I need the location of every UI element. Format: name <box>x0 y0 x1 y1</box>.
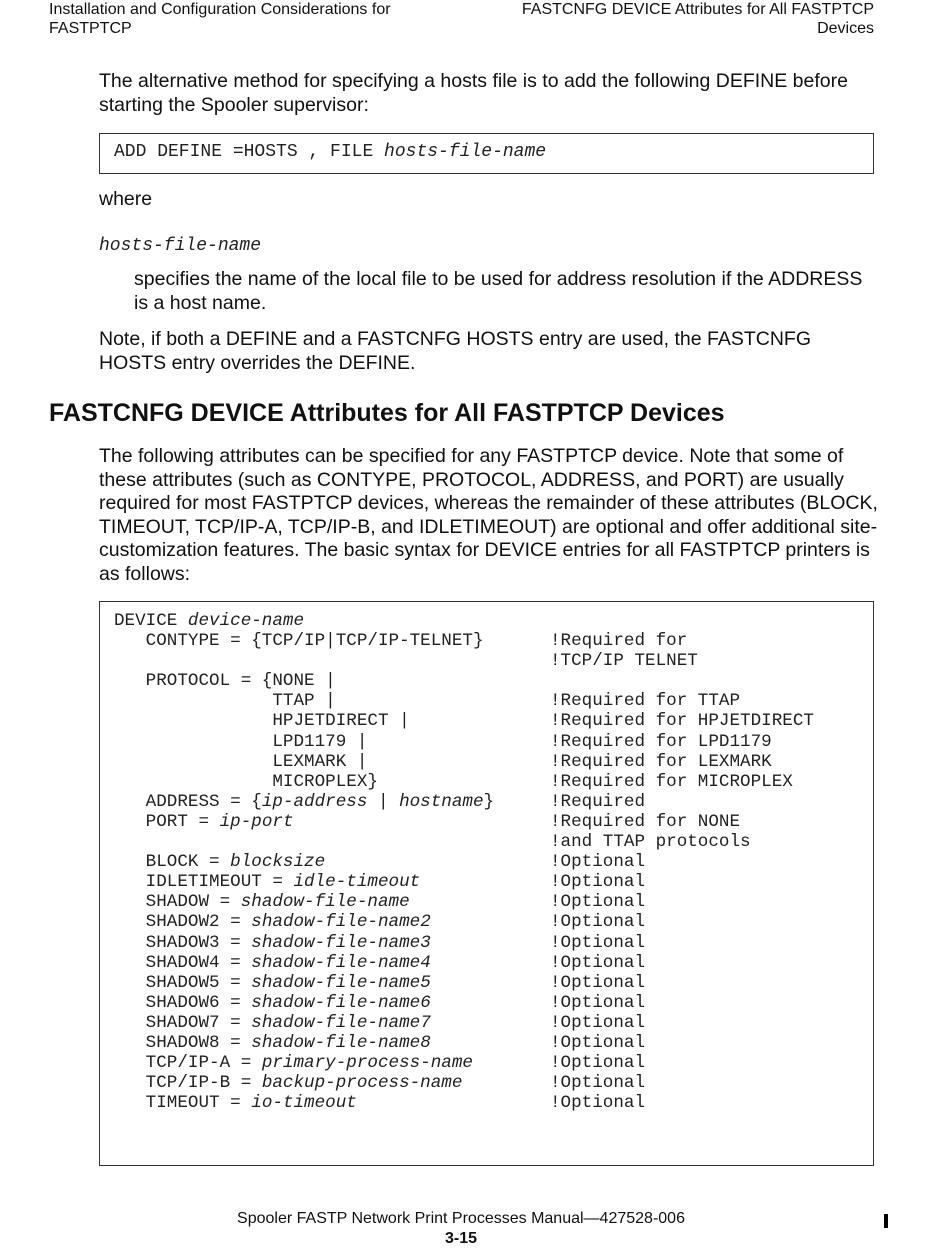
code-keyword: TTAP | <box>114 691 336 712</box>
code-comment: !Required for LPD1179 <box>550 731 772 752</box>
code-keyword: SHADOW8 = <box>114 1032 252 1053</box>
running-header-left <box>49 0 391 38</box>
code-statement <box>114 752 367 772</box>
code-placeholder: ip-address | hostname <box>261 791 484 812</box>
code-keyword: LPD1179 | <box>114 731 368 752</box>
code-statement <box>114 611 304 631</box>
code-statement <box>114 852 325 872</box>
code-keyword: ADDRESS = { <box>114 791 262 812</box>
define-command <box>114 142 546 162</box>
header-left-line2: FASTPTCP <box>49 20 132 37</box>
code-statement <box>114 973 431 993</box>
code-comment: !TCP/IP TELNET <box>550 651 698 672</box>
code-comment: !Required for MICROPLEX <box>550 771 793 792</box>
code-comment: !Required for NONE <box>550 811 741 832</box>
header-left-line1: Installation and Configuration Considerations for <box>49 1 391 18</box>
code-comment: !Required for <box>550 631 688 652</box>
page-footer <box>0 1209 922 1249</box>
code-keyword: PROTOCOL = {NONE | <box>114 671 336 692</box>
code-comment: !Required for TTAP <box>550 691 741 712</box>
code-suffix: } <box>483 791 495 812</box>
code-statement <box>114 1053 473 1073</box>
code-comment: !Optional <box>550 932 646 953</box>
term-hosts-file-name: hosts-file-name <box>99 236 262 256</box>
code-placeholder: shadow-file-name3 <box>251 932 431 953</box>
define-command-box <box>99 133 874 174</box>
code-statement <box>114 772 378 792</box>
code-statement <box>114 691 336 711</box>
intro-paragraph: The alternative method for specifying a hosts file is to add the following DEFINE before starting the Spooler supervisor: <box>99 70 848 116</box>
code-comment: !Optional <box>550 1053 646 1074</box>
code-statement <box>114 1013 431 1033</box>
code-comment: !Optional <box>550 1012 646 1033</box>
code-comment: !Optional <box>550 1093 646 1114</box>
code-placeholder: device-name <box>187 611 305 631</box>
code-placeholder: primary-process-name <box>261 1053 473 1074</box>
code-keyword: BLOCK = <box>114 852 231 873</box>
code-statement <box>114 1093 357 1113</box>
code-keyword: HPJETDIRECT | <box>114 711 410 732</box>
code-comment: !Required for LEXMARK <box>550 751 772 772</box>
code-comment: !Optional <box>550 852 646 873</box>
code-placeholder: idle-timeout <box>293 872 421 893</box>
code-keyword: SHADOW4 = <box>114 952 252 973</box>
code-keyword: LEXMARK | <box>114 751 368 772</box>
code-comment: !Optional <box>550 992 646 1013</box>
code-comment: !Optional <box>550 1032 646 1053</box>
code-comment: !Required <box>550 791 646 812</box>
code-comment: !Optional <box>550 912 646 933</box>
code-comment: !Optional <box>550 972 646 993</box>
page-number: 3-15 <box>444 1230 478 1247</box>
code-comment: !Required for HPJETDIRECT <box>550 711 814 732</box>
code-placeholder: io-timeout <box>251 1093 357 1114</box>
code-keyword: TCP/IP-A = <box>114 1053 262 1074</box>
code-keyword: PORT = <box>114 811 220 832</box>
where-label: where <box>99 188 153 210</box>
code-statement <box>114 953 431 973</box>
code-statement <box>114 1073 462 1093</box>
code-placeholder: shadow-file-name2 <box>251 912 431 933</box>
code-statement <box>114 993 431 1013</box>
code-statement <box>114 892 410 912</box>
code-placeholder: ip-port <box>219 811 294 832</box>
footer-title: Spooler FASTP Network Print Processes Manual—427528-006 <box>237 1210 685 1227</box>
section-body: The following attributes can be specified for any FASTPTCP device. Note that some of these attributes (such as CONTYPE, PROTOCOL, ADDRESS, and PORT) are usually required for most FASTPTCP devices, whereas the remainder of these attributes (BLOCK, TIMEOUT, TCP/IP-A, TCP/IP-B, and IDLETIMEOUT) are optional and offer additional site-customization features. The basic syntax for DEVICE entries for all FASTPTCP printers is as follows: <box>99 445 878 585</box>
code-keyword: TCP/IP-B = <box>114 1073 262 1094</box>
code-statement <box>114 912 431 932</box>
code-comment: !Optional <box>550 952 646 973</box>
code-statement <box>114 812 294 832</box>
code-keyword: DEVICE <box>114 611 188 631</box>
header-right-line1: FASTCNFG DEVICE Attributes for All FASTPTCP <box>521 1 874 18</box>
code-keyword: CONTYPE = {TCP/IP|TCP/IP-TELNET} <box>114 631 484 652</box>
section-heading: FASTCNFG DEVICE Attributes for All FASTPTCP Devices <box>49 399 725 427</box>
code-statement <box>114 792 494 812</box>
code-placeholder: blocksize <box>230 852 326 873</box>
header-right-line2: Devices <box>817 20 874 37</box>
code-keyword: SHADOW = <box>114 892 241 913</box>
code-keyword: IDLETIMEOUT = <box>114 872 294 893</box>
code-statement <box>114 1033 431 1053</box>
code-comment: !Optional <box>550 1073 646 1094</box>
code-placeholder: backup-process-name <box>261 1073 463 1094</box>
code-statement <box>114 933 431 953</box>
code-placeholder: shadow-file-name <box>240 892 410 913</box>
code-keyword: SHADOW7 = <box>114 1012 252 1033</box>
running-header-right <box>522 0 874 38</box>
code-keyword: MICROPLEX} <box>114 771 378 792</box>
code-statement <box>114 671 336 691</box>
code-comment: !and TTAP protocols <box>550 832 751 853</box>
code-keyword: SHADOW2 = <box>114 912 252 933</box>
define-command-argument: hosts-file-name <box>384 142 547 162</box>
define-command-text: ADD DEFINE =HOSTS , FILE <box>114 142 385 162</box>
code-statement <box>114 732 367 752</box>
code-statement <box>114 711 410 731</box>
code-keyword: SHADOW5 = <box>114 972 252 993</box>
code-statement <box>114 631 484 651</box>
note-paragraph: Note, if both a DEFINE and a FASTCNFG HOSTS entry are used, the FASTCNFG HOSTS entry overrides the DEFINE. <box>99 328 811 374</box>
code-comment: !Optional <box>550 892 646 913</box>
code-placeholder: shadow-file-name6 <box>251 992 431 1013</box>
code-placeholder: shadow-file-name8 <box>251 1032 431 1053</box>
code-statement <box>114 872 420 892</box>
code-placeholder: shadow-file-name5 <box>251 972 431 993</box>
code-placeholder: shadow-file-name4 <box>251 952 431 973</box>
code-keyword: SHADOW6 = <box>114 992 252 1013</box>
code-placeholder: shadow-file-name7 <box>251 1012 431 1033</box>
code-comment: !Optional <box>550 872 646 893</box>
revision-bar <box>884 1214 888 1228</box>
term-definition: specifies the name of the local file to be used for address resolution if the ADDRESS is a host name. <box>134 268 863 314</box>
code-keyword: SHADOW3 = <box>114 932 252 953</box>
code-keyword: TIMEOUT = <box>114 1093 252 1114</box>
